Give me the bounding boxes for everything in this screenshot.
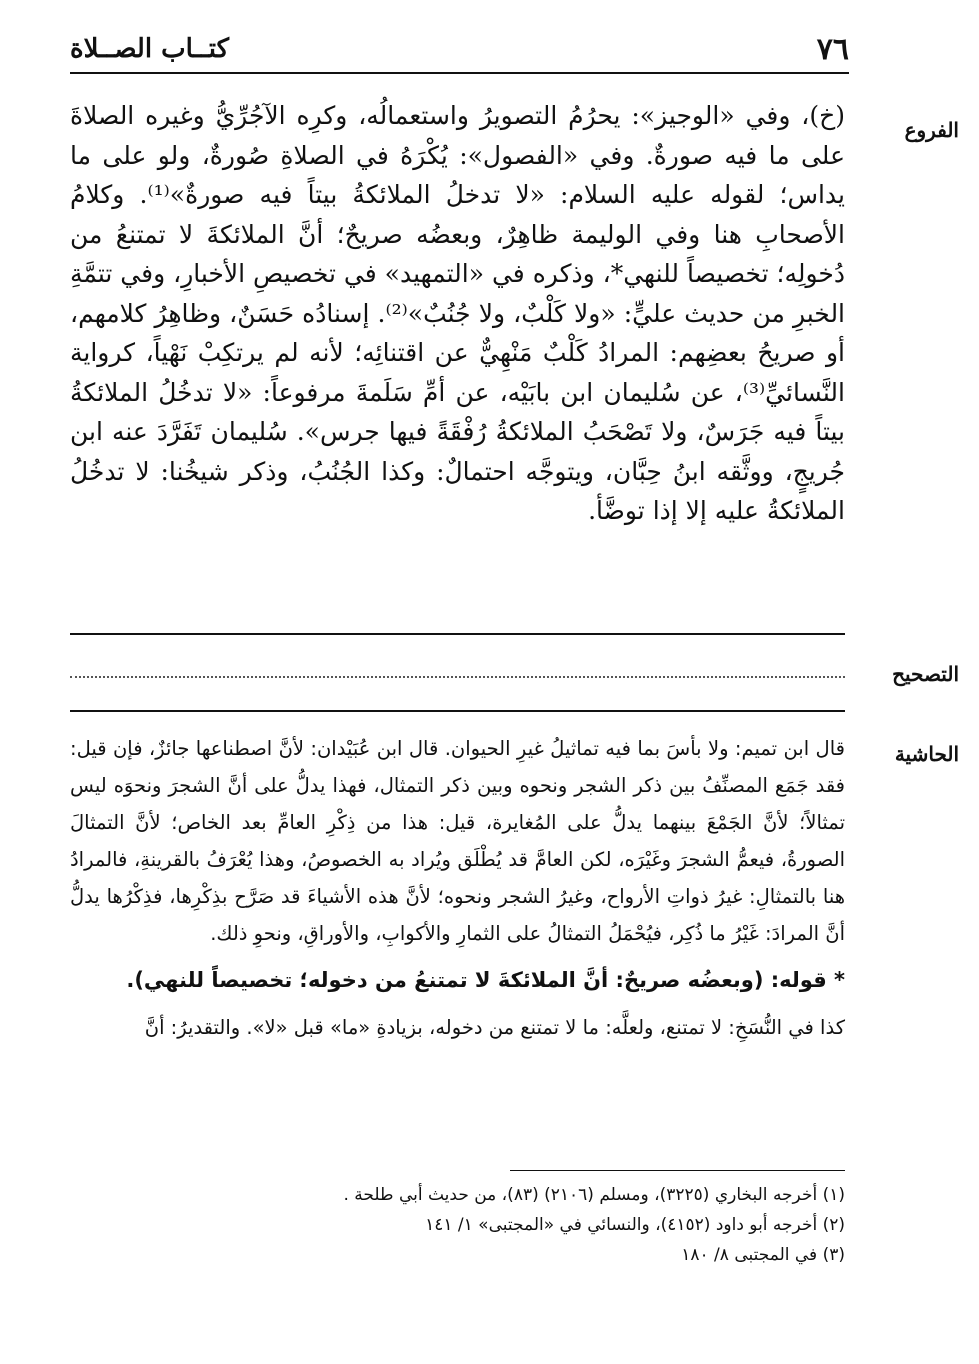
label-furoo: الفروع (904, 118, 959, 142)
tasheeh-divider (70, 710, 845, 712)
commentary-paragraph-1: قال ابن تميم: ولا بأسَ بما فيه تماثيلُ غيرِ الحيوان. قال ابن عُبَيْدان: لأنَّ اصطناعها جائزٌ، فإن قيل: فقد جَمَع المصنِّفُ بين ذكر الشجر ونحوه وبين ذكر التمثال، فهذا يدلُّ على أنَّ الشجرَ ونحوَه ليس تمثالاً؛ لأنَّ الجَمْعَ بينهما يدلُّ على المُغايرة، قيل: هذا من ذِكْرِ العامِّ بعد الخاص؛ لأنَّ التمثالَ الصورةُ، فيعمُّ الشجرَ وغَيْرَه، لكن العامَّ قد يُطْلَق ويُراد به الخصوصُ، وهذا يُعْرَفُ بالقرينةِ، فالمرادُ هنا بالتمثالِ: غيرُ ذواتِ الأرواح، وغيرُ الشجر ونحوه؛ لأنَّ هذه الأشياءَ قد صَرَّح بذِكْرِها، فذِكْرُها يدلُّ أنَّ المرادَ: غَيْرُ ما ذُكِر، فيُحْمَلُ التمثالُ على الثمارِ والأكوابِ، والأوراقِ، ونحوِ ذلك. (70, 737, 845, 945)
commentary-paragraph-2: كذا في النُّسَخِ: لا تمتنع، ولعلَّه: ما لا تمتنع من دخوله، بزيادةِ «ما» قبل «لا». والتقديرُ: أنَّ (144, 1016, 845, 1039)
main-text-block (70, 96, 845, 531)
commentary-block (70, 730, 845, 1046)
commentary-quoted-line: * قوله: (وبعضُه صريحٌ: أنَّ الملائكةَ لا تمتنعُ من دخوله؛ تخصيصاً للنهي). (126, 968, 845, 992)
footnote-divider (510, 1170, 845, 1171)
page-header (70, 28, 849, 74)
label-tasheeh: التصحيح (892, 662, 959, 686)
tasheeh-dotted-line (70, 676, 845, 678)
label-hashiya: الحاشية (894, 742, 959, 766)
main-text-divider (70, 633, 845, 635)
running-title: كتــاب الصــلاة (70, 34, 229, 64)
footnotes-block (70, 1180, 845, 1270)
footnote-1: (١) أخرجه البخاري (٣٢٢٥)، ومسلم (٢١٠٦) (٨٣)، من حديث أبي طلحة . (343, 1185, 845, 1205)
page-number: ٧٦ (816, 32, 849, 67)
footnote-2: (٢) أخرجه أبو داود (٤١٥٢)، والنسائي في «المجتبى» ١/ ١٤١ (425, 1215, 845, 1235)
footnote-3: (٣) في المجتبى ٨/ ١٨٠ (681, 1245, 845, 1265)
main-paragraph: (خ)، وفي «الوجيز»: يحرُمُ التصويرُ واستعمالُه، وكرِه الآجُرِّيُّ وغيره الصلاةَ على ما فيه صورةٌ. وفي «الفصول»: يُكْرَهُ في الصلاةِ صُورةٌ، ولو على ما يداس؛ لقوله عليه السلام: «لا تدخلُ الملائكةُ بيتاً فيه صورةٌ»⁽¹⁾. وكلامُ الأصحابِ هنا وفي الوليمة ظاهِرٌ، وبعضُه صريحٌ؛ أنَّ الملائكةَ لا تمتنعُ من دُخولِه؛ تخصيصاً للنهي*، وذكره في «التمهيد» في تخصيصِ الأخبارِ، وفي تتمَّةِ الخبرِ من حديث عليٍّ: «ولا كَلْبٌ، ولا جُنُبٌ»⁽²⁾. إسنادُه حَسَنٌ، وظاهِرُ كلامهم، أو صريحُ بعضِهم: المرادُ كَلْبٌ مَنْهِيٌّ عن اقتنائِه؛ لأنه لم يرتكِبْ نَهْياً، كرواية النَّسائيِّ⁽³⁾، عن سُليمان ابن بابَيْه، عن أمِّ سَلَمةَ مرفوعاً: «لا تدخُلُ الملائكةُ بيتاً فيه جَرَسٌ، ولا تَصْحَبُ الملائكةُ رُفْقَةً فيها جرس». سُليمان تَفَرَّدَ عنه ابن جُريجٍ، ووثَّقه ابنُ حِبَّان، ويتوجَّه احتمالٌ: وكذا الجُنُبُ، وذكر شيخُنا: لا تدخُلُ الملائكةُ عليه إلا إذا توضَّأ. (70, 101, 846, 525)
